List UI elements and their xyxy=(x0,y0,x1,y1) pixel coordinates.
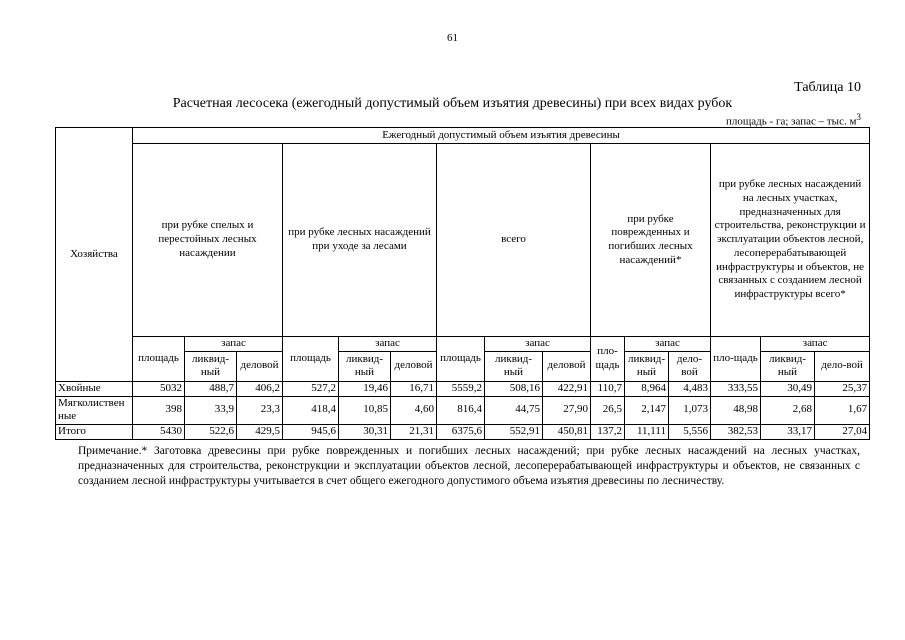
cell: 450,81 xyxy=(543,425,591,440)
table-note: Примечание.* Заготовка древесины при рубке поврежденных и погибших лесных насаждений; при рубке лесных насаждений на лесных участках, предназначенных для строительства, реконструкции и эксплуатации объектов лесной, лесоперерабатывающей инфраструктуры и объектов, не связанных с созданием лесной инфраструктуры учитывается в счет общего ежегодного допустимого объема изъятия древесины по лесничеству. xyxy=(78,445,860,487)
cell: 333,55 xyxy=(711,381,761,396)
units-text: площадь - га; запас – тыс. м xyxy=(725,115,857,128)
table-row xyxy=(56,381,870,396)
page-number: 61 xyxy=(447,32,458,44)
header-business-3: деловой xyxy=(543,351,591,381)
cell: 488,7 xyxy=(185,381,237,396)
units-note xyxy=(726,112,861,128)
cell: 508,16 xyxy=(485,381,543,396)
cell: 30,31 xyxy=(339,425,391,440)
header-stock-3: запас xyxy=(485,337,591,352)
header-area-4: пло-щадь xyxy=(591,337,625,382)
header-stock-4: запас xyxy=(625,337,711,352)
header-main: Ежегодный допустимый объем изъятия древесины xyxy=(133,128,870,144)
cell: 422,91 xyxy=(543,381,591,396)
header-farms: Хозяйства xyxy=(56,128,133,382)
cell: 19,46 xyxy=(339,381,391,396)
cell: 16,71 xyxy=(391,381,437,396)
cell: 4,483 xyxy=(669,381,711,396)
header-liquid-1: ликвид-ный xyxy=(185,351,237,381)
cell: 44,75 xyxy=(485,396,543,425)
cell: 5,556 xyxy=(669,425,711,440)
header-area-2: площадь xyxy=(283,337,339,382)
cell: 945,6 xyxy=(283,425,339,440)
units-superscript: 3 xyxy=(856,112,861,122)
cell: 26,5 xyxy=(591,396,625,425)
cell: 6375,6 xyxy=(437,425,485,440)
header-liquid-2: ликвид-ный xyxy=(339,351,391,381)
cell: 2,147 xyxy=(625,396,669,425)
cell: 5032 xyxy=(133,381,185,396)
cell: 382,53 xyxy=(711,425,761,440)
header-business-2: деловой xyxy=(391,351,437,381)
cell: 398 xyxy=(133,396,185,425)
cell: 11,111 xyxy=(625,425,669,440)
cell: 30,49 xyxy=(761,381,815,396)
row-label: Мягколиственные xyxy=(56,396,133,425)
cell: 522,6 xyxy=(185,425,237,440)
cell: 27,90 xyxy=(543,396,591,425)
lesoseka-table xyxy=(55,127,870,440)
cell: 110,7 xyxy=(591,381,625,396)
cell: 10,85 xyxy=(339,396,391,425)
cell: 816,4 xyxy=(437,396,485,425)
cell: 1,67 xyxy=(815,396,870,425)
header-liquid-3: ликвид-ный xyxy=(485,351,543,381)
cell: 33,9 xyxy=(185,396,237,425)
cell: 552,91 xyxy=(485,425,543,440)
header-group-mature: при рубке спелых и перестойных лесных насаждении xyxy=(133,144,283,337)
cell: 23,3 xyxy=(237,396,283,425)
cell: 48,98 xyxy=(711,396,761,425)
cell: 527,2 xyxy=(283,381,339,396)
header-stock-5: запас xyxy=(761,337,870,352)
header-group-total: всего xyxy=(437,144,591,337)
cell: 5430 xyxy=(133,425,185,440)
header-group-damaged: при рубке поврежденных и погибших лесных насаждений* xyxy=(591,144,711,337)
cell: 8,964 xyxy=(625,381,669,396)
header-business-5: дело-вой xyxy=(815,351,870,381)
cell: 1,073 xyxy=(669,396,711,425)
header-area-5: пло-щадь xyxy=(711,337,761,382)
cell: 27,04 xyxy=(815,425,870,440)
header-area-3: площадь xyxy=(437,337,485,382)
header-liquid-4: ликвид-ный xyxy=(625,351,669,381)
header-group-thinning: при рубке лесных насаждений при уходе за лесами xyxy=(283,144,437,337)
cell: 137,2 xyxy=(591,425,625,440)
header-area-1: площадь xyxy=(133,337,185,382)
header-group-construction: при рубке лесных насаждений на лесных участках, предназначенных для строительства, реконструкции и эксплуатации объектов лесной, лесоперерабатывающей инфраструктуры и объектов, не связанных с созданием лесной инфраструктуры всего* xyxy=(711,144,870,337)
cell: 33,17 xyxy=(761,425,815,440)
cell: 5559,2 xyxy=(437,381,485,396)
cell: 21,31 xyxy=(391,425,437,440)
cell: 406,2 xyxy=(237,381,283,396)
cell: 418,4 xyxy=(283,396,339,425)
header-business-1: деловой xyxy=(237,351,283,381)
header-stock-1: запас xyxy=(185,337,283,352)
header-liquid-5: ликвид-ный xyxy=(761,351,815,381)
cell: 4,60 xyxy=(391,396,437,425)
table-label: Таблица 10 xyxy=(794,80,861,95)
header-stock-2: запас xyxy=(339,337,437,352)
row-label: Итого xyxy=(56,425,133,440)
table-title: Расчетная лесосека (ежегодный допустимый объем изъятия древесины) при всех видах рубок xyxy=(172,96,733,111)
table-row xyxy=(56,396,870,425)
cell: 25,37 xyxy=(815,381,870,396)
row-label: Хвойные xyxy=(56,381,133,396)
header-business-4: дело-вой xyxy=(669,351,711,381)
table-row xyxy=(56,425,870,440)
cell: 2,68 xyxy=(761,396,815,425)
cell: 429,5 xyxy=(237,425,283,440)
